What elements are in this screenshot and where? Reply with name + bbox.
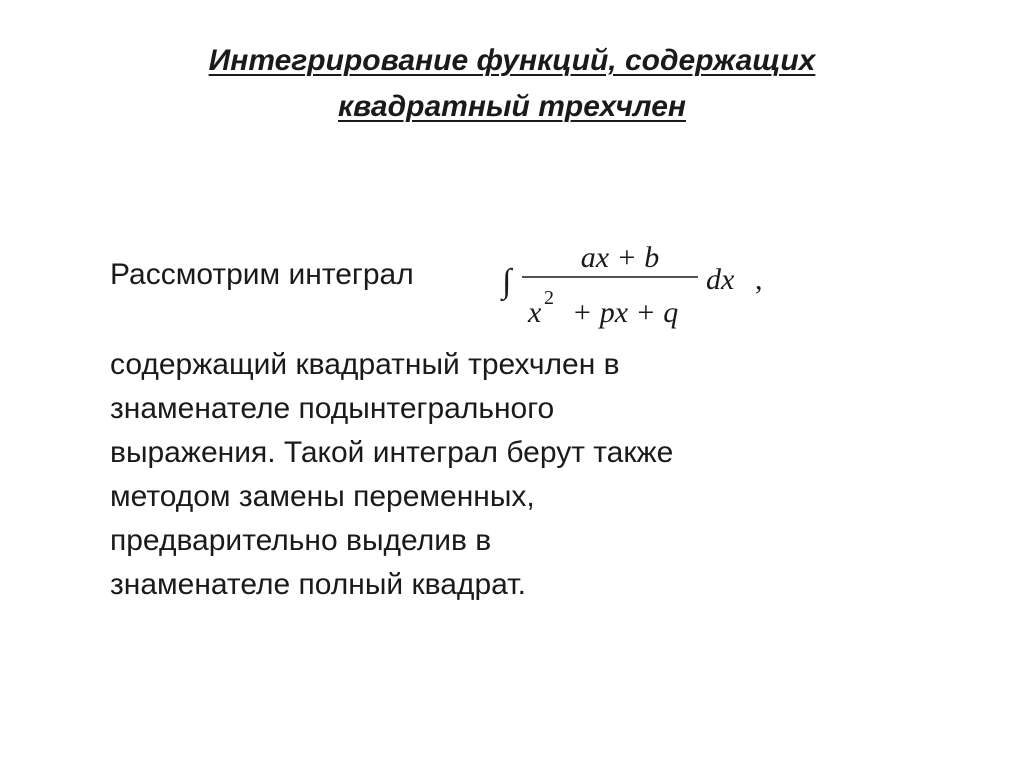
integral-formula <box>500 232 800 332</box>
body-line: знаменателе полный квадрат. <box>110 568 526 601</box>
slide-title <box>0 38 1024 130</box>
denominator-x: x <box>528 296 542 329</box>
denominator-exponent: 2 <box>544 287 554 309</box>
body-line: знаменателе подынтегрального <box>110 392 555 425</box>
body-line: предварительно выделив в <box>110 524 492 557</box>
denominator-rest: + px + q <box>572 296 679 329</box>
intro-text: Рассмотрим интеграл <box>110 258 414 291</box>
differential: dx <box>706 263 735 296</box>
numerator: ax + b <box>580 241 660 274</box>
body-line: выражения. Такой интеграл берут также <box>110 436 674 469</box>
body-line: методом замены переменных, <box>110 480 535 513</box>
title-line-1: Интегрирование функций, содержащих <box>208 44 816 77</box>
integral-sign: ∫ <box>502 263 512 300</box>
body-paragraph <box>110 343 870 607</box>
formula-comma: , <box>755 263 763 296</box>
body-line: содержащий квадратный трехчлен в <box>110 348 620 381</box>
title-line-2: квадратный трехчлен <box>337 90 687 123</box>
